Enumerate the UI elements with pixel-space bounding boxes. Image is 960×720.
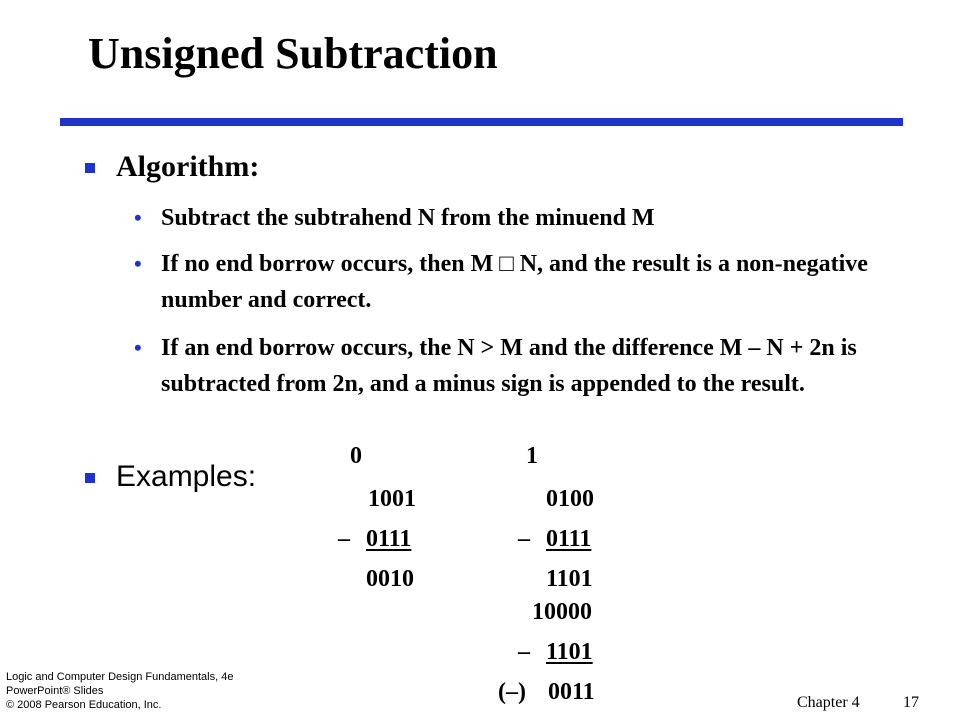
square-bullet-icon — [85, 473, 95, 483]
footer-page-number: 17 — [903, 694, 919, 711]
example2-minuend: 0100 — [546, 486, 594, 512]
example2-result: 1101 — [546, 566, 593, 592]
example2-final-sign: (–) — [498, 679, 526, 705]
example1-result: 0010 — [366, 566, 414, 592]
sub-bullet-3 — [134, 330, 869, 402]
dot-bullet-icon: • — [134, 205, 142, 230]
bullet-examples-label: Examples: — [116, 460, 257, 493]
footer-chapter: Chapter 4 — [797, 694, 860, 711]
example1-borrow: 0 — [350, 443, 362, 469]
footer-book-credit — [6, 670, 233, 712]
example2-subtract-again: 1101 — [546, 639, 593, 665]
sub-bullet-1 — [134, 200, 869, 236]
sub-bullet-1-text: Subtract the subtrahend N from the minuend M — [161, 205, 655, 231]
example2-two-n: 10000 — [532, 599, 592, 625]
bullet-algorithm-label: Algorithm: — [116, 150, 260, 183]
footer-book-line2: PowerPoint® Slides — [6, 685, 104, 697]
example2-subtrahend: 0111 — [546, 526, 592, 552]
sub-bullet-2-text: If no end borrow occurs, then M □ N, and the result is a non-negative number and correct. — [161, 251, 868, 313]
sub-bullet-3-text: If an end borrow occurs, the N > M and the difference M – N + 2n is subtracted from 2n, and a minus sign is appended to the result. — [161, 335, 857, 397]
example2-operator: – — [518, 526, 530, 552]
example1-subtrahend: 0111 — [366, 526, 412, 552]
example1-minuend: 1001 — [368, 486, 416, 512]
example2-operator2: – — [518, 639, 530, 665]
example2-final-value: 0011 — [548, 679, 595, 705]
example1-operator: – — [338, 526, 350, 552]
dot-bullet-icon: • — [134, 251, 142, 276]
square-bullet-icon — [85, 163, 95, 173]
title-divider — [60, 118, 903, 126]
slide-title: Unsigned Subtraction — [88, 29, 498, 78]
sub-bullet-2 — [134, 246, 869, 318]
footer-book-line1: Logic and Computer Design Fundamentals, 4e — [6, 671, 234, 683]
example2-borrow: 1 — [526, 443, 538, 469]
dot-bullet-icon: • — [134, 335, 142, 360]
footer-book-line3: © 2008 Pearson Education, Inc. — [6, 699, 162, 711]
